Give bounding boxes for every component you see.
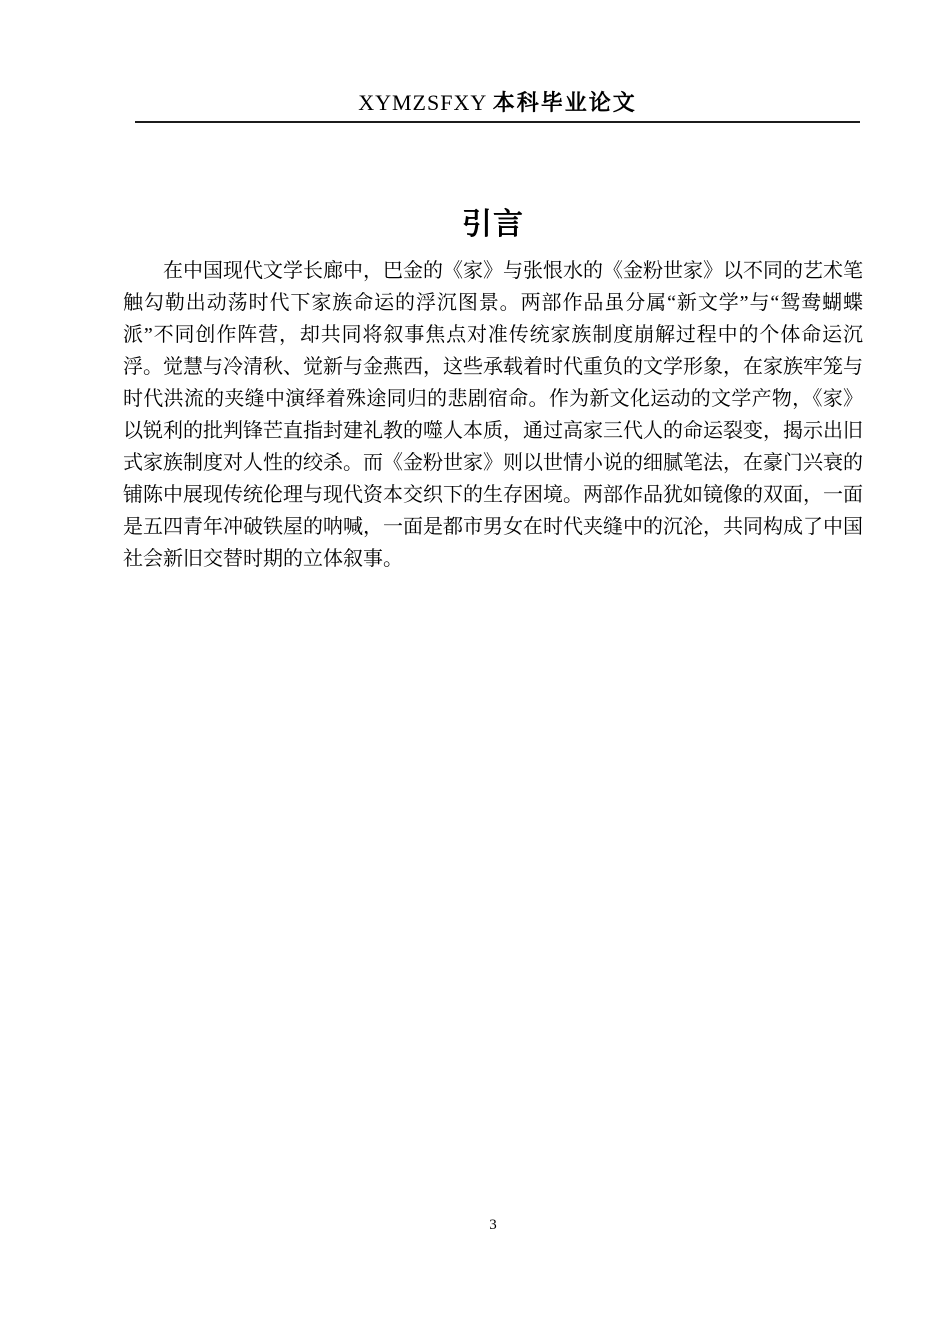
page-number: 3: [489, 1217, 497, 1233]
document-header: [135, 88, 860, 118]
body-paragraph: 在中国现代文学长廊中，巴金的《家》与张恨水的《金粉世家》以不同的艺术笔触勾勒出动荡时代下家族命运的浮沉图景。两部作品虽分属“新文学”与“鸳鸯蝴蝶派”不同创作阵营，却共同将叙事焦点对准传统家族制度崩解过程中的个体命运沉浮。觉慧与冷清秋、觉新与金燕西，这些承载着时代重负的文学形象，在家族牢笼与时代洪流的夹缝中演绎着殊途同归的悲剧宿命。作为新文化运动的文学产物，《家》以锐利的批判锋芒直指封建礼教的噬人本质，通过高家三代人的命运裂变，揭示出旧式家族制度对人性的绞杀。而《金粉世家》则以世情小说的细腻笔法，在豪门兴衰的铺陈中展现传统伦理与现代资本交织下的生存困境。两部作品犹如镜像的双面，一面是五四青年冲破铁屋的呐喊，一面是都市男女在时代夹缝中的沉沦，共同构成了中国社会新旧交替时期的立体叙事。: [123, 260, 863, 570]
section-title: 引言: [462, 208, 524, 241]
header-thesis-label: 本科毕业论文: [492, 90, 637, 115]
header-divider-rule: [135, 121, 860, 123]
header-school-code: XYMZSFXY: [358, 90, 488, 115]
